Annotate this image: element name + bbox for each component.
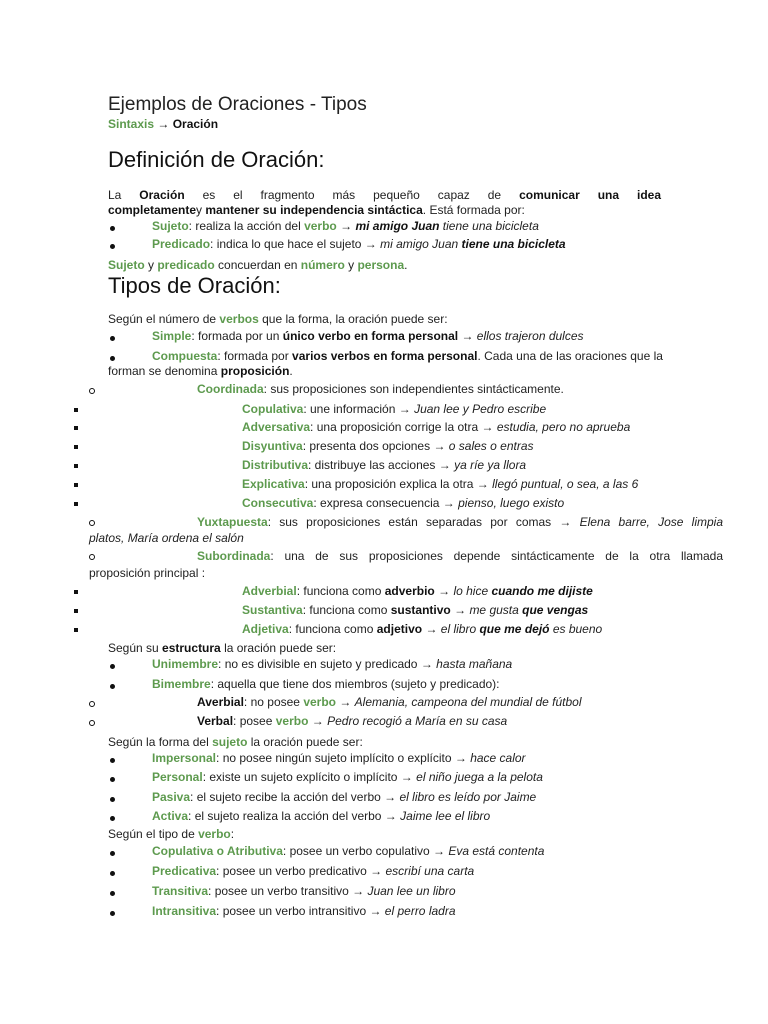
intro-verbo: Según el tipo de verbo: — [108, 827, 235, 841]
link-sujeto-3[interactable]: sujeto — [212, 735, 248, 749]
subordinada-example-tail: es bueno — [549, 622, 603, 636]
definition-paragraph-line2: completamentey mantener su independencia sintáctica. Está formada por: — [108, 203, 525, 217]
coordinada-item — [242, 458, 526, 473]
bullet-dot — [110, 758, 115, 763]
bullet-dot — [110, 664, 115, 669]
subordinada-desc: : funciona como — [296, 584, 385, 598]
bullet-dot — [110, 871, 115, 876]
coordinada-item — [242, 439, 534, 454]
bullet-dot — [110, 356, 115, 361]
intro-numero-verbos: Según el número de verbos que la forma, la oración puede ser: — [108, 312, 448, 326]
bullet-square — [74, 502, 78, 506]
link-personal[interactable]: Personal — [152, 770, 203, 784]
link-yuxtapuesta[interactable]: Yuxtapuesta — [197, 515, 268, 529]
definition-paragraph-line1: La Oración es el fragmento más pequeño capaz de comunicar una idea — [108, 188, 661, 202]
bullet-square — [74, 609, 78, 613]
bullet-dot — [110, 244, 115, 249]
list-item-yuxtapuesta: Yuxtapuesta: sus proposiciones están separadas por comas → Elena barre, Jose limpia — [197, 515, 723, 529]
verbo-example: Juan lee un libro — [367, 884, 456, 898]
bullet-dot — [110, 911, 115, 916]
link-consecutiva[interactable]: Consecutiva — [242, 496, 314, 510]
subordinada-keyword: adjetivo — [376, 622, 423, 636]
list-item-yuxtapuesta-cont: platos, María ordena el salón — [89, 531, 244, 545]
list-item-bimembre: Bimembre: aquella que tiene dos miembros (sujeto y predicado): — [152, 677, 500, 691]
link-predicado[interactable]: Predicado — [152, 237, 211, 251]
sujeto-item — [152, 751, 526, 766]
sujeto-desc: : el sujeto recibe la acción del verbo → — [190, 790, 400, 804]
link-unimembre[interactable]: Unimembre — [152, 657, 219, 671]
coordinada-item — [242, 496, 564, 511]
link-disyuntiva[interactable]: Disyuntiva — [242, 439, 303, 453]
bullet-dot — [110, 226, 115, 231]
bullet-dot — [110, 336, 115, 341]
coordinada-desc: : presenta dos opciones → — [302, 439, 449, 453]
coordinada-example: Juan lee y Pedro escribe — [414, 402, 547, 416]
sujeto-desc: : existe un sujeto explícito o implícito → — [202, 770, 417, 784]
subordinada-example-highlight: cuando me dijiste — [491, 584, 593, 598]
subordinada-example: lo hice — [453, 584, 492, 598]
bullet-dot — [110, 684, 115, 689]
list-item-averbial: Averbial: no posee verbo → Alemania, campeona del mundial de fútbol — [197, 695, 582, 709]
intro-estructura: Según su estructura la oración puede ser: — [108, 641, 337, 655]
coordinada-desc: : una proposición explica la otra → — [304, 477, 493, 491]
bullet-square — [74, 426, 78, 430]
link-copulativa-o-atributiva[interactable]: Copulativa o Atributiva — [152, 844, 283, 858]
link-sujeto-2[interactable]: Sujeto — [108, 258, 145, 272]
bullet-dot — [110, 777, 115, 782]
list-item-subordinada-cont: proposición principal : — [89, 566, 206, 580]
coordinada-example: llegó puntual, o sea, a las 6 — [492, 477, 639, 491]
page-title: Ejemplos de Oraciones - Tipos — [108, 94, 367, 115]
verbo-example: Eva está contenta — [448, 844, 545, 858]
link-distributiva[interactable]: Distributiva — [242, 458, 309, 472]
coordinada-desc: : expresa consecuencia → — [313, 496, 459, 510]
subordinada-arrow: → — [422, 622, 441, 636]
list-item-unimembre: Unimembre: no es divisible en sujeto y predicado → hasta mañana — [152, 657, 513, 671]
bullet-square — [74, 408, 78, 412]
subordinada-desc: : funciona como — [302, 603, 391, 617]
bullet-square — [74, 483, 78, 487]
subordinada-keyword: adverbio — [384, 584, 435, 598]
subordinada-item — [242, 584, 593, 599]
breadcrumb-current: → Oración — [157, 117, 219, 131]
link-verbo-tipo[interactable]: verbo — [198, 827, 231, 841]
verbo-example: escribí una carta — [385, 864, 475, 878]
sujeto-example: Jaime lee el libro — [400, 809, 491, 823]
bullet-circle — [89, 388, 95, 394]
link-adjetiva[interactable]: Adjetiva — [242, 622, 289, 636]
sujeto-item — [152, 770, 543, 785]
link-numero[interactable]: número — [300, 258, 345, 272]
bullet-dot — [110, 816, 115, 821]
bullet-dot — [110, 891, 115, 896]
coordinada-item — [242, 402, 546, 417]
coordinada-example: pienso, luego existo — [458, 496, 565, 510]
sujeto-item — [152, 809, 490, 824]
link-activa[interactable]: Activa — [152, 809, 189, 823]
link-compuesta[interactable]: Compuesta — [152, 349, 218, 363]
link-adversativa[interactable]: Adversativa — [242, 420, 311, 434]
list-item-predicado: Predicado: indica lo que hace el sujeto → mi amigo Juan tiene una bicicleta — [152, 237, 566, 251]
bullet-dot — [110, 851, 115, 856]
link-adverbial[interactable]: Adverbial — [242, 584, 297, 598]
link-pasiva[interactable]: Pasiva — [152, 790, 191, 804]
subordinada-example-highlight: que vengas — [522, 603, 589, 617]
list-item-subordinada: Subordinada: una de sus proposiciones depende sintácticamente de la otra llamada — [197, 549, 723, 563]
coordinada-desc: : una proposición corrige la otra → — [310, 420, 497, 434]
subordinada-arrow: → — [434, 584, 454, 598]
link-sujeto[interactable]: Sujeto — [152, 219, 189, 233]
coordinada-example: o sales o entras — [448, 439, 534, 453]
bullet-square — [74, 590, 78, 594]
subordinada-item — [242, 603, 588, 618]
list-item-compuesta-cont: forman se denomina proposición. — [108, 364, 293, 378]
link-intransitiva[interactable]: Intransitiva — [152, 904, 217, 918]
sujeto-example: el niño juega a la pelota — [416, 770, 543, 784]
verbo-desc: : posee un verbo predicativo → — [216, 864, 386, 878]
link-impersonal[interactable]: Impersonal — [152, 751, 217, 765]
link-transitiva[interactable]: Transitiva — [152, 884, 209, 898]
list-item-compuesta: Compuesta: formada por varios verbos en forma personal. Cada una de las oraciones que la — [152, 349, 663, 363]
sujeto-example: el libro es leído por Jaime — [399, 790, 537, 804]
link-predicado-2[interactable]: predicado — [157, 258, 215, 272]
coordinada-example: estudia, pero no aprueba — [496, 420, 631, 434]
bullet-circle — [89, 554, 95, 560]
sujeto-desc: : no posee ningún sujeto implícito o explícito → — [216, 751, 471, 765]
coordinada-desc: : une información → — [303, 402, 415, 416]
link-bimembre[interactable]: Bimembre — [152, 677, 211, 691]
verbo-desc: : posee un verbo transitivo → — [208, 884, 368, 898]
link-simple[interactable]: Simple — [152, 329, 192, 343]
sujeto-example: hace calor — [470, 751, 526, 765]
breadcrumb-link-sintaxis[interactable]: Sintaxis — [108, 117, 155, 131]
coordinada-item — [242, 477, 638, 492]
bullet-square — [74, 464, 78, 468]
verbo-item — [152, 844, 544, 859]
bullet-square — [74, 628, 78, 632]
link-verbo-verbal[interactable]: verbo — [275, 714, 309, 728]
section-heading-tipos: Tipos de Oración: — [108, 273, 281, 298]
coordinada-example: ya ríe ya llora — [454, 458, 527, 472]
coordinada-item — [242, 420, 630, 435]
link-sustantiva[interactable]: Sustantiva — [242, 603, 303, 617]
subordinada-keyword: sustantivo — [390, 603, 451, 617]
bullet-dot — [110, 797, 115, 802]
bullet-circle — [89, 701, 95, 707]
link-coordinada[interactable]: Coordinada — [197, 382, 264, 396]
coordinada-desc: : distribuye las acciones → — [308, 458, 455, 472]
list-item-coordinada: Coordinada: sus proposiciones son independientes sintácticamente. — [197, 382, 564, 396]
verbo-example: el perro ladra — [384, 904, 456, 918]
list-item-verbal: Verbal: posee verbo → Pedro recogió a María en su casa — [197, 714, 508, 728]
verbo-item — [152, 864, 474, 879]
link-copulativa[interactable]: Copulativa — [242, 402, 304, 416]
sujeto-desc: : el sujeto realiza la acción del verbo → — [188, 809, 401, 823]
subordinada-example: me gusta — [469, 603, 523, 617]
subordinada-item — [242, 622, 602, 637]
link-verbos[interactable]: verbos — [219, 312, 259, 326]
link-verbo-averbial[interactable]: verbo — [303, 695, 336, 709]
bullet-circle — [89, 720, 95, 726]
verbo-item — [152, 884, 456, 899]
link-persona[interactable]: persona — [357, 258, 405, 272]
verbo-desc: : posee un verbo intransitivo → — [216, 904, 385, 918]
subordinada-arrow: → — [450, 603, 470, 617]
sujeto-item — [152, 790, 536, 805]
link-predicativa[interactable]: Predicativa — [152, 864, 217, 878]
subordinada-desc: : funciona como — [288, 622, 377, 636]
concordancia-line: Sujeto y predicado concuerdan en número y persona. — [108, 258, 408, 272]
subordinada-example: el libro — [440, 622, 480, 636]
list-item-sujeto: Sujeto: realiza la acción del verbo → mi amigo Juan tiene una bicicleta — [152, 219, 539, 233]
section-heading-definicion: Definición de Oración: — [108, 147, 325, 172]
link-explicativa[interactable]: Explicativa — [242, 477, 305, 491]
breadcrumb — [108, 117, 218, 132]
link-subordinada[interactable]: Subordinada — [197, 549, 271, 563]
intro-sujeto: Según la forma del sujeto la oración puede ser: — [108, 735, 363, 749]
verbo-desc: : posee un verbo copulativo → — [282, 844, 449, 858]
subordinada-example-highlight: que me dejó — [479, 622, 550, 636]
bullet-circle — [89, 520, 95, 526]
bullet-square — [74, 445, 78, 449]
verbo-item — [152, 904, 456, 919]
link-verbo[interactable]: verbo — [304, 219, 337, 233]
list-item-simple: Simple: formada por un único verbo en forma personal → ellos trajeron dulces — [152, 329, 584, 343]
